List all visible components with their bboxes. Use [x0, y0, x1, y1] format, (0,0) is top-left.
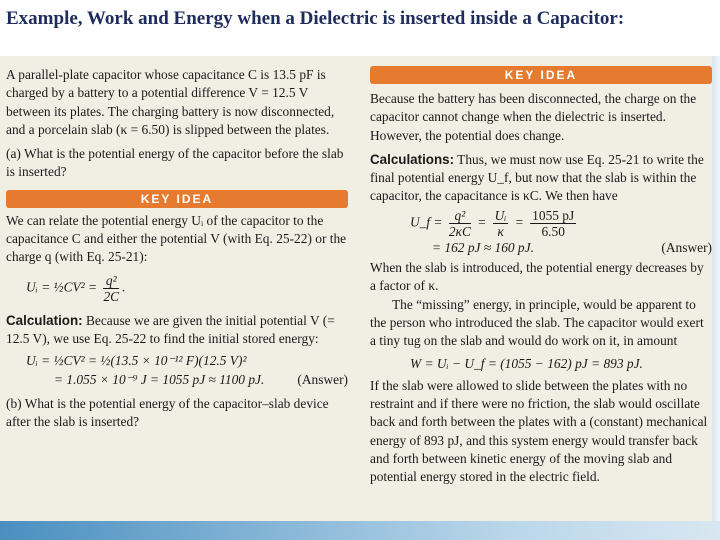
eq-final-line2-wrap	[410, 239, 712, 257]
eq-final-lhs: U_f =	[410, 214, 443, 230]
page-edge-shade	[712, 56, 720, 521]
eq-final-frac3-den: 6.50	[541, 223, 565, 239]
eq2-answer: (Answer)	[297, 371, 348, 387]
calculation-left	[6, 312, 348, 349]
eq1-denominator: 2C	[103, 288, 120, 304]
bottom-decorative-strip	[0, 521, 720, 540]
calculation-right	[370, 151, 712, 206]
eq1-numerator: q²	[103, 273, 119, 289]
eq-final-frac1-den: 2κC	[448, 223, 471, 239]
eq-final-frac1-num: q²	[449, 208, 471, 224]
eq-final-frac3-num: 1055 pJ	[532, 207, 575, 223]
eq2-line2: = 1.055 × 10⁻⁹ J = 1055 pJ ≈ 1100 pJ.	[54, 371, 265, 387]
key-idea-text-right: Because the battery has been disconnected, the charge on the capacitor cannot change when the dielectric is inserted. However, the potential does change.	[370, 91, 697, 143]
equation-energy-general: Uᵢ = ½CV² = $\frac{\text{q²}}{2C}$ .	[26, 272, 126, 304]
right-column	[370, 66, 712, 487]
equation-final-energy	[370, 208, 712, 257]
paragraph-missing-energy: The “missing” energy, in principle, would be apparent to the person who introduced the slab. The capacitor would exert a tiny tug on the slab and would do work on it, in amount	[370, 296, 704, 349]
eq-final-frac2-num: Uᵢ	[494, 207, 507, 223]
equation-work: W = Uᵢ − U_f = (1055 − 162) pJ = 893 pJ.	[410, 355, 643, 371]
eq1-lhs: Uᵢ = ½CV² =	[26, 279, 98, 295]
eq-final-line2: = 162 pJ ≈ 160 pJ.	[432, 239, 534, 255]
calculation-text-left: Because we are given the initial potential V (= 12.5 V), we use Eq. 25-22 to find the initial stored energy:	[6, 312, 335, 346]
key-idea-bar-right: KEY IDEA	[370, 66, 712, 84]
eq-final-line1: U_f = $\frac{\text{q²}}{2\kappa C}$ = $\frac{\text{Uᵢ}}{\kappa}$ = $\frac{1055 pJ}{6.50}$	[410, 207, 575, 239]
question-b: (b) What is the potential energy of the capacitor–slab device after the slab is inserted?	[6, 395, 329, 430]
key-idea-bar-left: KEY IDEA	[6, 190, 348, 208]
paragraph-oscillation: If the slab were allowed to slide between the plates with no restraint and if there were no friction, the slab would oscillate back and forth between the plates with a (constant) mechanical energy of 893 pJ, and this system energy would transfer back and forth between kinetic energy of the moving slab and potential energy stored in the electric field.	[370, 377, 708, 485]
calculation-text-right: Thus, we must now use Eq. 25-21 to write the final potential energy U_f, but now that the slab is within the capacitor, the capacitance is κC. We then have	[370, 151, 704, 204]
eq-final-frac2-den: κ	[497, 223, 504, 239]
calculation-label-right: Calculations:	[370, 151, 455, 167]
eq2-line2-wrap	[26, 371, 348, 389]
key-idea-text-left: We can relate the potential energy Uᵢ of the capacitor to the capacitance C and either the potential V (with Eq. 25-22) or the charge q (with Eq. 25-21):	[6, 212, 347, 265]
page-title: Example, Work and Energy when a Dielectric is inserted inside a Capacitor:	[6, 8, 625, 29]
eq-final-answer: (Answer)	[661, 239, 712, 255]
paragraph-energy-decrease: When the slab is introduced, the potential energy decreases by a factor of κ.	[370, 260, 704, 294]
equation-initial-energy	[6, 352, 348, 389]
calculation-label-left: Calculation:	[6, 312, 83, 328]
eq-final-frac3	[530, 208, 576, 239]
problem-intro: A parallel-plate capacitor whose capacitance C is 13.5 pF is charged by a battery to a potential difference V = 12.5 V between its plates. The charging battery is now disconnected, and a porcelain slab (κ = 6.50) is slipped between the plates.	[6, 67, 335, 137]
eq1-fraction	[103, 273, 119, 304]
eq-final-frac1	[449, 208, 471, 239]
question-a: (a) What is the potential energy of the capacitor before the slab is inserted?	[6, 146, 344, 180]
left-column	[6, 66, 348, 431]
eq-final-frac2	[493, 208, 509, 239]
eq2-line1: Uᵢ = ½CV² = ½(13.5 × 10⁻¹² F)(12.5 V)²	[26, 353, 247, 369]
